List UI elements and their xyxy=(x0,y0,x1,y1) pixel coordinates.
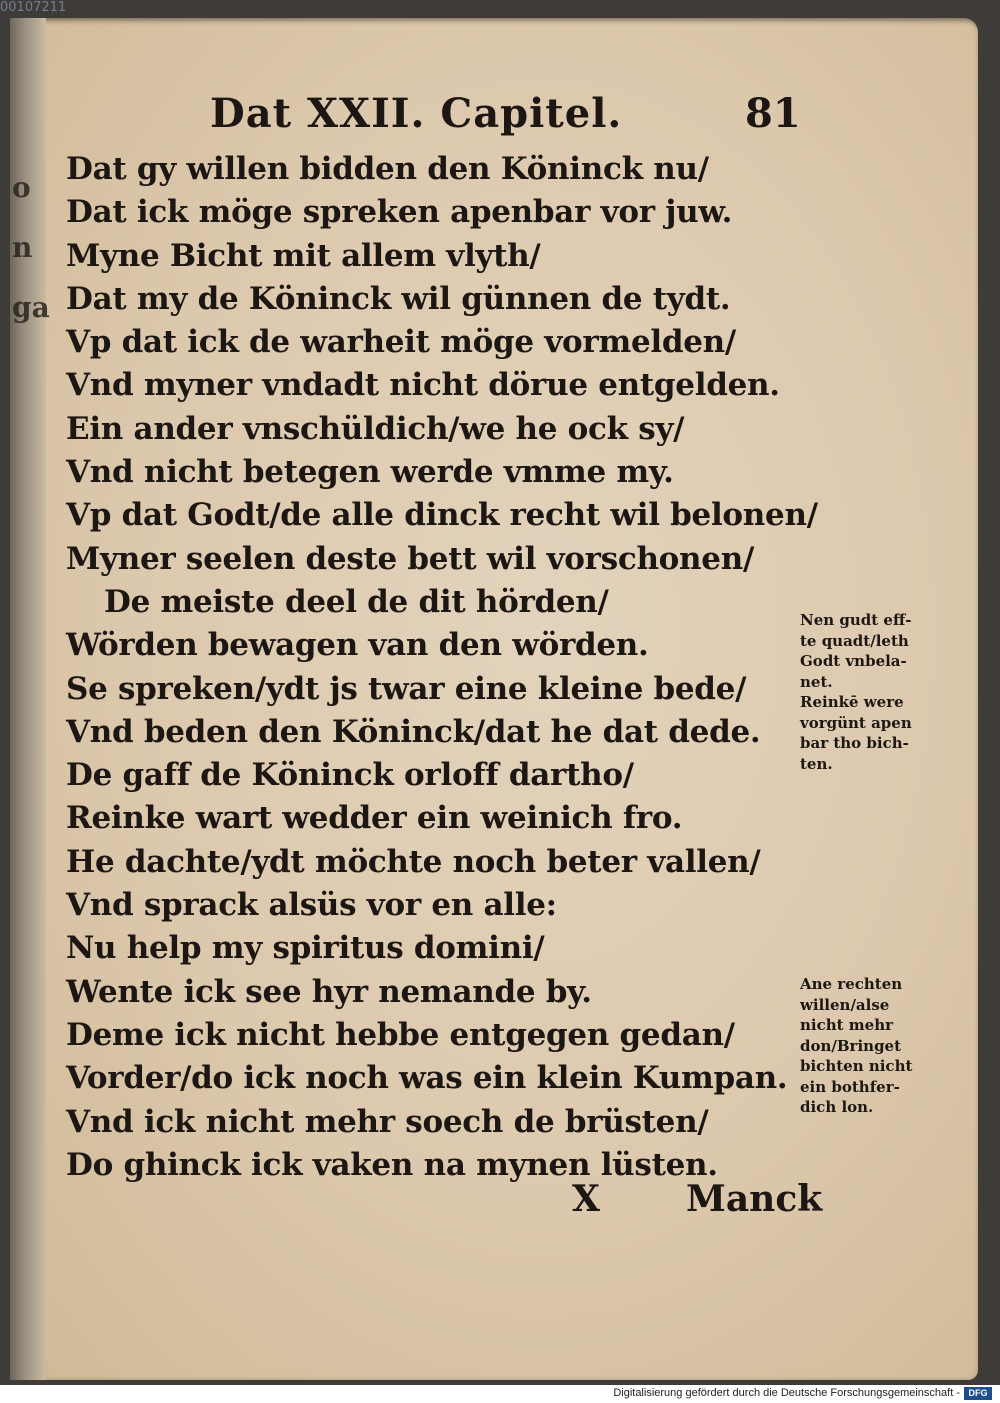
verse-line: Dat ick möge spreken apenbar vor juw. xyxy=(66,194,733,231)
verse-line: Nu help my spiritus domini/ xyxy=(66,930,545,967)
verse-line: Wörden bewagen van den wörden. xyxy=(66,627,649,664)
verse-line: Vnd sprack alsüs vor en alle: xyxy=(66,887,557,924)
verse-line: Vnd beden den Köninck/dat he dat dede. xyxy=(66,713,761,750)
page-gutter xyxy=(10,18,50,1380)
verse-line: Vorder/do ick noch was ein klein Kumpan. xyxy=(66,1060,788,1097)
dfg-logo: DFG xyxy=(964,1387,992,1400)
facing-fragment: n xyxy=(12,231,33,264)
running-head: Dat XXII. Capitel. xyxy=(210,90,623,137)
stamp-number: 00107211 xyxy=(0,0,67,15)
verse-line: De meiste deel de dit hörden/ xyxy=(104,583,609,620)
verse-line: Vp dat Godt/de alle dinck recht wil belonen/ xyxy=(66,497,818,534)
facing-page-fragments xyxy=(12,158,50,338)
footer-bar xyxy=(0,1385,1000,1403)
verse-line: He dachte/ydt möchte noch beter vallen/ xyxy=(66,843,761,880)
verse-line: Dat my de Köninck wil günnen de tydt. xyxy=(66,280,731,317)
catchword: Manck xyxy=(686,1178,823,1220)
footer-credit: Digitalisierung gefördert durch die Deutsche Forschungsgemeinschaft - xyxy=(613,1387,960,1399)
verse-line: Se spreken/ydt js twar eine kleine bede/ xyxy=(66,670,747,707)
verse-line: Vnd ick nicht mehr soech de brüsten/ xyxy=(66,1103,709,1140)
facing-fragment: ga xyxy=(12,291,50,324)
verse-line: Dat gy willen bidden den Köninck nu/ xyxy=(66,151,709,187)
verse-line: Deme ick nicht hebbe entgegen gedan/ xyxy=(66,1016,735,1053)
verse-text xyxy=(66,148,818,1187)
verse-line: Vnd nicht betegen werde vmme my. xyxy=(66,454,674,491)
facing-fragment: o xyxy=(12,171,31,204)
verse-line: Ein ander vnschüldich/we he ock sy/ xyxy=(66,410,685,447)
verse-line: Do ghinck ick vaken na mynen lüsten. xyxy=(66,1146,718,1183)
book-page xyxy=(10,18,978,1380)
marginal-note: Nen gudt eff- te quadt/leth Godt vnbela- net. Reinkē were vorgünt apen bar tho bich- ten. xyxy=(800,611,912,773)
signature-mark: X xyxy=(572,1178,600,1220)
marginal-note: Ane rechten willen/alse nicht mehr don/Bringet bichten nicht ein bothfer- dich lon. xyxy=(800,975,913,1116)
verse-line: Wente ick see hyr nemande by. xyxy=(66,973,592,1010)
verse-line: Vnd myner vndadt nicht dörue entgelden. xyxy=(66,367,780,404)
verse-line: Vp dat ick de warheit möge vormelden/ xyxy=(66,324,736,361)
page-number: 81 xyxy=(745,90,801,137)
verse-line: Myner seelen deste bett wil vorschonen/ xyxy=(66,540,754,577)
verse-line: Myne Bicht mit allem vlyth/ xyxy=(66,237,541,274)
verse-line: Reinke wart wedder ein weinich fro. xyxy=(66,800,683,837)
verse-line: De gaff de Köninck orloff dartho/ xyxy=(66,757,634,794)
